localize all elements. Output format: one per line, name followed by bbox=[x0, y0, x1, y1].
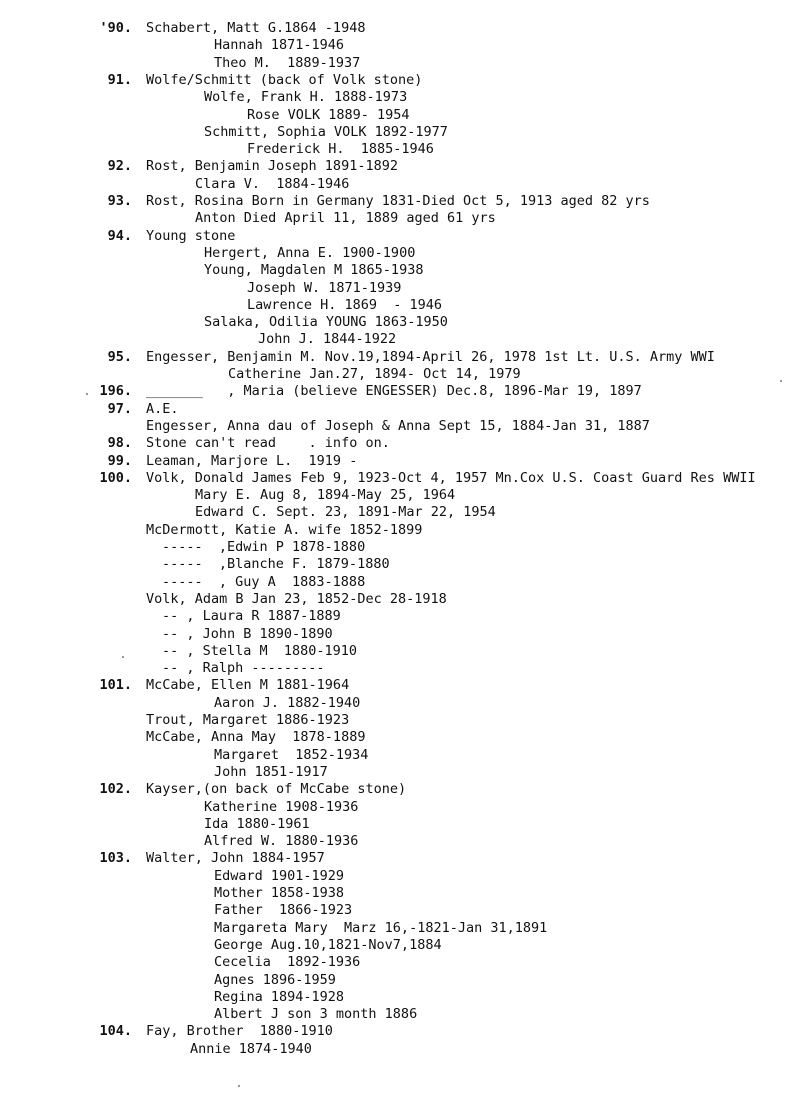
entry-number: 196. bbox=[99, 383, 132, 400]
entry-subline: Catherine Jan.27, 1894- Oct 14, 1979 bbox=[228, 366, 521, 382]
entry-line: McCabe, Ellen M 1881-1964 bbox=[146, 677, 350, 694]
entry-line: Engesser, Benjamin M. Nov.19,1894-April 26, 1978 1st Lt. U.S. Army WWI bbox=[146, 348, 715, 365]
entry-subline: Joseph W. 1871-1939 bbox=[247, 279, 402, 296]
entry-subline: McDermott, Katie A. wife 1852-1899 bbox=[146, 521, 423, 538]
entry-line: Fay, Brother 1880-1910 bbox=[146, 1023, 333, 1040]
entry-subline: Wolfe, Frank H. 1888-1973 bbox=[204, 89, 408, 106]
entry-subline: Agnes 1896-1959 bbox=[214, 971, 336, 988]
entry-subline: Albert J son 3 month 1886 bbox=[214, 1006, 418, 1023]
entry-number: 101. bbox=[99, 677, 132, 694]
entry-line: Leaman, Marjore L. 1919 - bbox=[146, 452, 358, 469]
entry-line: Walter, John 1884-1957 bbox=[146, 850, 325, 867]
entry-number: 102. bbox=[99, 781, 132, 798]
entry-subline: Edward C. Sept. 23, 1891-Mar 22, 1954 bbox=[195, 504, 496, 521]
entry-subline: Ida 1880-1961 bbox=[204, 815, 310, 832]
entry-subline: -- , Stella M 1880-1910 bbox=[162, 642, 358, 659]
entry-subline: Rose VOLK 1889- 1954 bbox=[247, 106, 410, 123]
entry-line: Kayser,(on back of McCabe stone) bbox=[146, 781, 407, 798]
entry-subline: McCabe, Anna May 1878-1889 bbox=[146, 729, 366, 746]
entry-line: Young stone bbox=[146, 227, 236, 244]
entry-subline: Cecelia 1892-1936 bbox=[214, 954, 361, 971]
entry-subline: Schmitt, Sophia VOLK 1892-1977 bbox=[204, 123, 448, 140]
entry-number: 100. bbox=[99, 469, 132, 486]
entry-number: 95. bbox=[107, 348, 132, 365]
entry-subline: Hergert, Anna E. 1900-1900 bbox=[204, 244, 416, 261]
entry-subline: -- , John B 1890-1890 bbox=[162, 625, 333, 642]
entry-subline: Engesser, Anna dau of Joseph & Anna Sept 15, 1884-Jan 31, 1887 bbox=[146, 417, 650, 434]
entry-subline: Margaret 1852-1934 bbox=[214, 746, 369, 763]
entry-line: A.E. bbox=[146, 400, 179, 417]
entry-line: Volk, Donald James Feb 9, 1923-Oct 4, 1957 Mn.Cox U.S. Coast Guard Res WWII bbox=[146, 469, 756, 486]
scan-speck bbox=[780, 380, 782, 382]
entry-subline: Volk, Adam B Jan 23, 1852-Dec 28-1918 bbox=[146, 590, 447, 607]
entry-subline: Margareta Mary Marz 16,-1821-Jan 31,1891 bbox=[214, 919, 548, 936]
entry-subline: -- , Laura R 1887-1889 bbox=[162, 608, 341, 625]
entry-line: Wolfe/Schmitt (back of Volk stone) bbox=[146, 71, 423, 88]
entry-line: _______ , Maria (believe ENGESSER) Dec.8, 1896-Mar 19, 1897 bbox=[146, 383, 642, 400]
entry-number: 91. bbox=[107, 71, 132, 88]
scan-speck bbox=[86, 393, 88, 395]
entry-subline: Clara V. 1884-1946 bbox=[195, 175, 350, 192]
entry-number: 103. bbox=[99, 850, 132, 867]
entry-subline: Frederick H. 1885-1946 bbox=[247, 141, 434, 158]
entry-subline: Katherine 1908-1936 bbox=[204, 798, 359, 815]
entry-subline: Anton Died April 11, 1889 aged 61 yrs bbox=[195, 210, 496, 227]
entry-line: Rost, Benjamin Joseph 1891-1892 bbox=[146, 158, 398, 175]
scan-speck bbox=[238, 1085, 240, 1087]
entry-line: Schabert, Matt G.1864 -1948 bbox=[146, 20, 366, 36]
entry-subline: Father 1866-1923 bbox=[214, 902, 353, 919]
entry-subline: Regina 1894-1928 bbox=[214, 988, 345, 1005]
entry-subline: ----- , Guy A 1883-1888 bbox=[162, 573, 366, 590]
entry-number: 98. bbox=[107, 435, 132, 452]
entry-number: 93. bbox=[107, 193, 132, 209]
entry-number: 97. bbox=[107, 400, 132, 417]
entry-number: '90. bbox=[99, 20, 132, 36]
entry-subline: George Aug.10,1821-Nov7,1884 bbox=[214, 936, 442, 953]
entry-subline: Edward 1901-1929 bbox=[214, 867, 345, 884]
entry-subline: -- , Ralph --------- bbox=[162, 660, 325, 677]
entry-number: 104. bbox=[99, 1023, 132, 1040]
entry-subline: Theo M. 1889-1937 bbox=[214, 54, 361, 71]
entry-number: 92. bbox=[107, 158, 132, 175]
entry-subline: Salaka, Odilia YOUNG 1863-1950 bbox=[204, 314, 448, 331]
entry-subline: ----- ,Blanche F. 1879-1880 bbox=[162, 556, 390, 573]
entry-number: 94. bbox=[107, 227, 132, 244]
entry-subline: Trout, Margaret 1886-1923 bbox=[146, 712, 350, 728]
entry-subline: Annie 1874-1940 bbox=[190, 1040, 312, 1057]
entry-subline: Mary E. Aug 8, 1894-May 25, 1964 bbox=[195, 487, 456, 504]
entry-subline: Alfred W. 1880-1936 bbox=[204, 833, 359, 850]
entry-subline: Lawrence H. 1869 - 1946 bbox=[247, 296, 443, 313]
entry-subline: Young, Magdalen M 1865-1938 bbox=[204, 262, 424, 279]
entry-number: 99. bbox=[107, 452, 132, 469]
entry-subline: Hannah 1871-1946 bbox=[214, 37, 345, 54]
entry-line: Rost, Rosina Born in Germany 1831-Died Oct 5, 1913 aged 82 yrs bbox=[146, 193, 650, 209]
entry-subline: Mother 1858-1938 bbox=[214, 885, 345, 901]
entry-line: Stone can't read . info on. bbox=[146, 435, 390, 452]
scan-speck bbox=[122, 656, 124, 658]
entry-subline: John J. 1844-1922 bbox=[258, 331, 397, 348]
entry-subline: John 1851-1917 bbox=[214, 763, 328, 780]
entry-subline: ----- ,Edwin P 1878-1880 bbox=[162, 539, 366, 555]
entry-subline: Aaron J. 1882-1940 bbox=[214, 694, 361, 711]
